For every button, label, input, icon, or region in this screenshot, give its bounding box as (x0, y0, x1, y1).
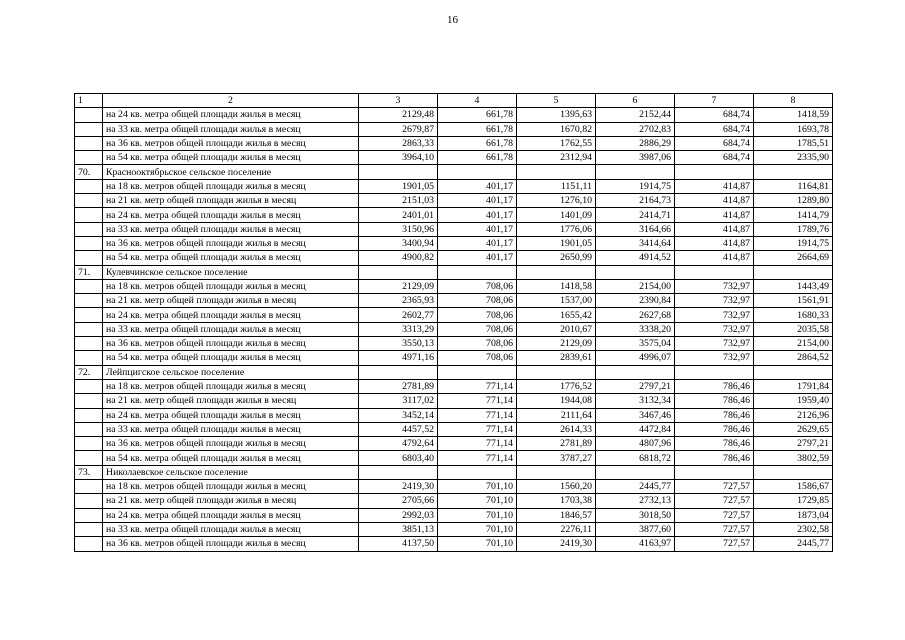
section-title: Краснооктябрьское сельское поселение (103, 165, 359, 179)
empty-cell (675, 465, 754, 479)
row-number-cell (75, 322, 103, 336)
row-label: на 24 кв. метра общей площади жилья в месяц (103, 508, 359, 522)
table-row (75, 494, 833, 508)
value-cell-col-5: 1670,82 (517, 122, 596, 136)
value-cell-col-7: 786,46 (675, 422, 754, 436)
row-number-cell (75, 422, 103, 436)
value-cell-col-3: 2365,93 (359, 294, 438, 308)
value-cell-col-6: 2627,68 (596, 308, 675, 322)
empty-cell (359, 465, 438, 479)
value-cell-col-6: 2732,13 (596, 494, 675, 508)
table-row (75, 351, 833, 365)
empty-cell (438, 465, 517, 479)
section-title: Николаевское сельское поселение (103, 465, 359, 479)
value-cell-col-3: 2151,03 (359, 194, 438, 208)
table-row (75, 422, 833, 436)
value-cell-col-8: 1414,79 (754, 208, 833, 222)
table-row (75, 136, 833, 150)
value-cell-col-7: 414,87 (675, 251, 754, 265)
value-cell-col-8: 1873,04 (754, 508, 833, 522)
value-cell-col-4: 771,14 (438, 379, 517, 393)
value-cell-col-6: 3338,20 (596, 322, 675, 336)
value-cell-col-8: 1789,76 (754, 222, 833, 236)
value-cell-col-3: 4971,16 (359, 351, 438, 365)
value-cell-col-7: 732,97 (675, 337, 754, 351)
value-cell-col-4: 701,10 (438, 537, 517, 551)
value-cell-col-6: 4914,52 (596, 251, 675, 265)
value-cell-col-5: 2129,09 (517, 337, 596, 351)
value-cell-col-5: 2781,89 (517, 437, 596, 451)
table-row (75, 208, 833, 222)
value-cell-col-5: 1537,00 (517, 294, 596, 308)
value-cell-col-6: 2414,71 (596, 208, 675, 222)
empty-cell (517, 165, 596, 179)
empty-cell (438, 265, 517, 279)
value-cell-col-4: 401,17 (438, 179, 517, 193)
value-cell-col-4: 708,06 (438, 351, 517, 365)
value-cell-col-8: 1959,40 (754, 394, 833, 408)
row-label: на 21 кв. метр общей площади жилья в месяц (103, 494, 359, 508)
value-cell-col-3: 3150,96 (359, 222, 438, 236)
empty-cell (359, 365, 438, 379)
value-cell-col-7: 786,46 (675, 408, 754, 422)
row-number-cell (75, 379, 103, 393)
row-number-cell (75, 408, 103, 422)
row-number-cell (75, 151, 103, 165)
value-cell-col-3: 3452,14 (359, 408, 438, 422)
value-cell-col-3: 2705,66 (359, 494, 438, 508)
column-header-4: 4 (438, 94, 517, 108)
value-cell-col-6: 6818,72 (596, 451, 675, 465)
empty-cell (754, 365, 833, 379)
value-cell-col-5: 1401,09 (517, 208, 596, 222)
value-cell-col-6: 3164,66 (596, 222, 675, 236)
section-number: 71. (75, 265, 103, 279)
table-row (75, 394, 833, 408)
value-cell-col-5: 3787,27 (517, 451, 596, 465)
value-cell-col-4: 771,14 (438, 422, 517, 436)
section-row (75, 365, 833, 379)
value-cell-col-3: 2401,01 (359, 208, 438, 222)
value-cell-col-3: 1901,05 (359, 179, 438, 193)
value-cell-col-6: 2154,00 (596, 279, 675, 293)
value-cell-col-7: 727,57 (675, 522, 754, 536)
value-cell-col-8: 2126,96 (754, 408, 833, 422)
row-number-cell (75, 437, 103, 451)
table-row (75, 194, 833, 208)
value-cell-col-7: 786,46 (675, 394, 754, 408)
table-row (75, 537, 833, 551)
value-cell-col-5: 1560,20 (517, 480, 596, 494)
row-number-cell (75, 508, 103, 522)
empty-cell (754, 265, 833, 279)
value-cell-col-4: 401,17 (438, 222, 517, 236)
value-cell-col-3: 4792,64 (359, 437, 438, 451)
value-cell-col-8: 1791,84 (754, 379, 833, 393)
value-cell-col-4: 701,10 (438, 522, 517, 536)
value-cell-col-4: 771,14 (438, 451, 517, 465)
row-label: на 36 кв. метров общей площади жилья в месяц (103, 136, 359, 150)
row-label: на 24 кв. метра общей площади жилья в месяц (103, 108, 359, 122)
value-cell-col-5: 1418,58 (517, 279, 596, 293)
value-cell-col-4: 771,14 (438, 394, 517, 408)
value-cell-col-5: 2839,61 (517, 351, 596, 365)
column-header-3: 3 (359, 94, 438, 108)
value-cell-col-7: 732,97 (675, 279, 754, 293)
value-cell-col-4: 701,10 (438, 508, 517, 522)
value-cell-col-6: 3877,60 (596, 522, 675, 536)
value-cell-col-3: 3117,02 (359, 394, 438, 408)
row-number-cell (75, 236, 103, 250)
value-cell-col-7: 414,87 (675, 194, 754, 208)
value-cell-col-7: 732,97 (675, 351, 754, 365)
table-row (75, 279, 833, 293)
value-cell-col-6: 2164,73 (596, 194, 675, 208)
table-row (75, 308, 833, 322)
value-cell-col-7: 684,74 (675, 136, 754, 150)
value-cell-col-6: 2390,84 (596, 294, 675, 308)
value-cell-col-4: 661,78 (438, 151, 517, 165)
value-cell-col-5: 2650,99 (517, 251, 596, 265)
row-number-cell (75, 451, 103, 465)
section-row (75, 165, 833, 179)
value-cell-col-4: 401,17 (438, 194, 517, 208)
value-cell-col-3: 3550,13 (359, 337, 438, 351)
row-number-cell (75, 337, 103, 351)
value-cell-col-7: 727,57 (675, 508, 754, 522)
value-cell-col-4: 708,06 (438, 279, 517, 293)
value-cell-col-4: 661,78 (438, 108, 517, 122)
value-cell-col-4: 708,06 (438, 337, 517, 351)
value-cell-col-4: 661,78 (438, 136, 517, 150)
value-cell-col-3: 4137,50 (359, 537, 438, 551)
row-label: на 36 кв. метров общей площади жилья в месяц (103, 236, 359, 250)
value-cell-col-8: 2302,58 (754, 522, 833, 536)
section-title: Лейпцигское сельское поселение (103, 365, 359, 379)
section-title: Кулевчинское сельское поселение (103, 265, 359, 279)
row-label: на 36 кв. метров общей площади жилья в месяц (103, 437, 359, 451)
value-cell-col-5: 1703,38 (517, 494, 596, 508)
row-number-cell (75, 494, 103, 508)
value-cell-col-5: 2614,33 (517, 422, 596, 436)
value-cell-col-6: 2797,21 (596, 379, 675, 393)
value-cell-col-3: 3851,13 (359, 522, 438, 536)
section-row (75, 465, 833, 479)
value-cell-col-4: 701,10 (438, 494, 517, 508)
row-label: на 18 кв. метров общей площади жилья в месяц (103, 179, 359, 193)
table-row (75, 151, 833, 165)
value-cell-col-5: 1395,63 (517, 108, 596, 122)
table-row (75, 322, 833, 336)
value-cell-col-7: 727,57 (675, 494, 754, 508)
value-cell-col-8: 2629,65 (754, 422, 833, 436)
value-cell-col-7: 786,46 (675, 451, 754, 465)
row-label: на 33 кв. метра общей площади жилья в месяц (103, 122, 359, 136)
empty-cell (517, 265, 596, 279)
value-cell-col-5: 2312,94 (517, 151, 596, 165)
value-cell-col-7: 684,74 (675, 108, 754, 122)
table-row (75, 294, 833, 308)
row-label: на 36 кв. метров общей площади жилья в месяц (103, 537, 359, 551)
value-cell-col-6: 3575,04 (596, 337, 675, 351)
row-label: на 54 кв. метра общей площади жилья в месяц (103, 151, 359, 165)
row-number-cell (75, 122, 103, 136)
value-cell-col-4: 401,17 (438, 236, 517, 250)
table-row (75, 379, 833, 393)
value-cell-col-8: 2445,77 (754, 537, 833, 551)
column-header-5: 5 (517, 94, 596, 108)
value-cell-col-3: 2781,89 (359, 379, 438, 393)
empty-cell (596, 265, 675, 279)
value-cell-col-7: 414,87 (675, 236, 754, 250)
value-cell-col-5: 1901,05 (517, 236, 596, 250)
value-cell-col-8: 1693,78 (754, 122, 833, 136)
value-cell-col-8: 2335,90 (754, 151, 833, 165)
row-number-cell (75, 394, 103, 408)
value-cell-col-3: 2129,09 (359, 279, 438, 293)
column-header-6: 6 (596, 94, 675, 108)
value-cell-col-6: 3018,50 (596, 508, 675, 522)
empty-cell (517, 465, 596, 479)
section-number: 72. (75, 365, 103, 379)
value-cell-col-5: 1151,11 (517, 179, 596, 193)
table-row (75, 522, 833, 536)
value-cell-col-3: 3313,29 (359, 322, 438, 336)
table-row (75, 251, 833, 265)
value-cell-col-8: 1443,49 (754, 279, 833, 293)
value-cell-col-5: 2276,11 (517, 522, 596, 536)
column-header-2: 2 (103, 94, 359, 108)
section-row (75, 265, 833, 279)
table-row (75, 222, 833, 236)
table-row (75, 108, 833, 122)
row-label: на 36 кв. метров общей площади жилья в месяц (103, 337, 359, 351)
row-number-cell (75, 108, 103, 122)
value-cell-col-7: 414,87 (675, 179, 754, 193)
row-number-cell (75, 522, 103, 536)
row-label: на 18 кв. метров общей площади жилья в месяц (103, 480, 359, 494)
value-cell-col-6: 4472,84 (596, 422, 675, 436)
empty-cell (596, 465, 675, 479)
value-cell-col-5: 1776,52 (517, 379, 596, 393)
table-row (75, 337, 833, 351)
value-cell-col-3: 4457,52 (359, 422, 438, 436)
value-cell-col-6: 3132,34 (596, 394, 675, 408)
table-row (75, 508, 833, 522)
value-cell-col-7: 727,57 (675, 537, 754, 551)
value-cell-col-8: 3802,59 (754, 451, 833, 465)
value-cell-col-3: 2992,03 (359, 508, 438, 522)
value-cell-col-8: 2797,21 (754, 437, 833, 451)
row-number-cell (75, 308, 103, 322)
column-header-7: 7 (675, 94, 754, 108)
value-cell-col-8: 1729,85 (754, 494, 833, 508)
value-cell-col-6: 1914,75 (596, 179, 675, 193)
table-row (75, 122, 833, 136)
row-label: на 21 кв. метр общей площади жилья в месяц (103, 294, 359, 308)
empty-cell (596, 365, 675, 379)
row-number-cell (75, 208, 103, 222)
table-row (75, 480, 833, 494)
table-row (75, 408, 833, 422)
table-row (75, 236, 833, 250)
value-cell-col-4: 708,06 (438, 322, 517, 336)
page-number: 16 (447, 14, 458, 26)
empty-cell (517, 365, 596, 379)
value-cell-col-4: 401,17 (438, 251, 517, 265)
row-label: на 33 кв. метра общей площади жилья в месяц (103, 222, 359, 236)
value-cell-col-8: 1914,75 (754, 236, 833, 250)
section-number: 70. (75, 165, 103, 179)
empty-cell (438, 165, 517, 179)
value-cell-col-5: 2010,67 (517, 322, 596, 336)
row-number-cell (75, 136, 103, 150)
value-cell-col-5: 1944,08 (517, 394, 596, 408)
value-cell-col-3: 2129,48 (359, 108, 438, 122)
column-header-8: 8 (754, 94, 833, 108)
value-cell-col-7: 732,97 (675, 294, 754, 308)
value-cell-col-6: 3467,46 (596, 408, 675, 422)
value-cell-col-6: 2152,44 (596, 108, 675, 122)
row-label: на 33 кв. метра общей площади жилья в месяц (103, 322, 359, 336)
row-label: на 24 кв. метра общей площади жилья в месяц (103, 408, 359, 422)
row-label: на 18 кв. метров общей площади жилья в месяц (103, 279, 359, 293)
value-cell-col-6: 3414,64 (596, 236, 675, 250)
value-cell-col-4: 708,06 (438, 294, 517, 308)
value-cell-col-7: 786,46 (675, 437, 754, 451)
tariff-table (74, 93, 833, 552)
value-cell-col-6: 2886,29 (596, 136, 675, 150)
value-cell-col-5: 1776,06 (517, 222, 596, 236)
value-cell-col-4: 771,14 (438, 437, 517, 451)
row-label: на 54 кв. метра общей площади жилья в месяц (103, 251, 359, 265)
value-cell-col-5: 1276,10 (517, 194, 596, 208)
value-cell-col-3: 2863,33 (359, 136, 438, 150)
value-cell-col-5: 1846,57 (517, 508, 596, 522)
empty-cell (754, 465, 833, 479)
value-cell-col-4: 401,17 (438, 208, 517, 222)
value-cell-col-6: 3987,06 (596, 151, 675, 165)
empty-cell (359, 165, 438, 179)
value-cell-col-3: 2679,87 (359, 122, 438, 136)
row-number-cell (75, 351, 103, 365)
value-cell-col-8: 1785,51 (754, 136, 833, 150)
row-number-cell (75, 480, 103, 494)
row-number-cell (75, 222, 103, 236)
value-cell-col-6: 2445,77 (596, 480, 675, 494)
row-number-cell (75, 537, 103, 551)
value-cell-col-8: 1289,80 (754, 194, 833, 208)
value-cell-col-3: 2419,30 (359, 480, 438, 494)
value-cell-col-7: 414,87 (675, 208, 754, 222)
row-label: на 33 кв. метра общей площади жилья в месяц (103, 422, 359, 436)
row-label: на 24 кв. метра общей площади жилья в месяц (103, 308, 359, 322)
value-cell-col-8: 1418,59 (754, 108, 833, 122)
value-cell-col-7: 732,97 (675, 308, 754, 322)
empty-cell (675, 165, 754, 179)
value-cell-col-8: 2154,00 (754, 337, 833, 351)
row-number-cell (75, 294, 103, 308)
row-label: на 18 кв. метров общей площади жилья в месяц (103, 379, 359, 393)
value-cell-col-4: 771,14 (438, 408, 517, 422)
row-label: на 54 кв. метра общей площади жилья в месяц (103, 451, 359, 465)
value-cell-col-3: 3964,10 (359, 151, 438, 165)
row-label: на 33 кв. метра общей площади жилья в месяц (103, 522, 359, 536)
row-label: на 54 кв. метра общей площади жилья в месяц (103, 351, 359, 365)
empty-cell (754, 165, 833, 179)
empty-cell (359, 265, 438, 279)
table-row (75, 179, 833, 193)
value-cell-col-7: 727,57 (675, 480, 754, 494)
empty-cell (596, 165, 675, 179)
row-label: на 21 кв. метр общей площади жилья в месяц (103, 194, 359, 208)
value-cell-col-5: 2419,30 (517, 537, 596, 551)
value-cell-col-3: 4900,82 (359, 251, 438, 265)
value-cell-col-3: 3400,94 (359, 236, 438, 250)
table-body (75, 94, 833, 552)
value-cell-col-8: 1680,33 (754, 308, 833, 322)
value-cell-col-4: 661,78 (438, 122, 517, 136)
row-number-cell (75, 179, 103, 193)
value-cell-col-7: 786,46 (675, 379, 754, 393)
empty-cell (438, 365, 517, 379)
value-cell-col-5: 1762,55 (517, 136, 596, 150)
value-cell-col-4: 708,06 (438, 308, 517, 322)
column-header-1: 1 (75, 94, 103, 108)
value-cell-col-7: 684,74 (675, 151, 754, 165)
value-cell-col-6: 4996,07 (596, 351, 675, 365)
empty-cell (675, 265, 754, 279)
value-cell-col-5: 2111,64 (517, 408, 596, 422)
value-cell-col-7: 732,97 (675, 322, 754, 336)
table-row (75, 451, 833, 465)
value-cell-col-3: 2602,77 (359, 308, 438, 322)
value-cell-col-8: 1164,81 (754, 179, 833, 193)
row-label: на 21 кв. метр общей площади жилья в месяц (103, 394, 359, 408)
value-cell-col-7: 684,74 (675, 122, 754, 136)
row-number-cell (75, 279, 103, 293)
value-cell-col-7: 414,87 (675, 222, 754, 236)
value-cell-col-3: 6803,40 (359, 451, 438, 465)
value-cell-col-8: 1586,67 (754, 480, 833, 494)
header-row (75, 94, 833, 108)
value-cell-col-8: 2035,58 (754, 322, 833, 336)
section-number: 73. (75, 465, 103, 479)
value-cell-col-6: 2702,83 (596, 122, 675, 136)
empty-cell (675, 365, 754, 379)
value-cell-col-8: 1561,91 (754, 294, 833, 308)
value-cell-col-6: 4807,96 (596, 437, 675, 451)
value-cell-col-8: 2664,69 (754, 251, 833, 265)
value-cell-col-8: 2864,52 (754, 351, 833, 365)
row-label: на 24 кв. метра общей площади жилья в месяц (103, 208, 359, 222)
value-cell-col-6: 4163,97 (596, 537, 675, 551)
row-number-cell (75, 251, 103, 265)
table-row (75, 437, 833, 451)
value-cell-col-4: 701,10 (438, 480, 517, 494)
row-number-cell (75, 194, 103, 208)
value-cell-col-5: 1655,42 (517, 308, 596, 322)
